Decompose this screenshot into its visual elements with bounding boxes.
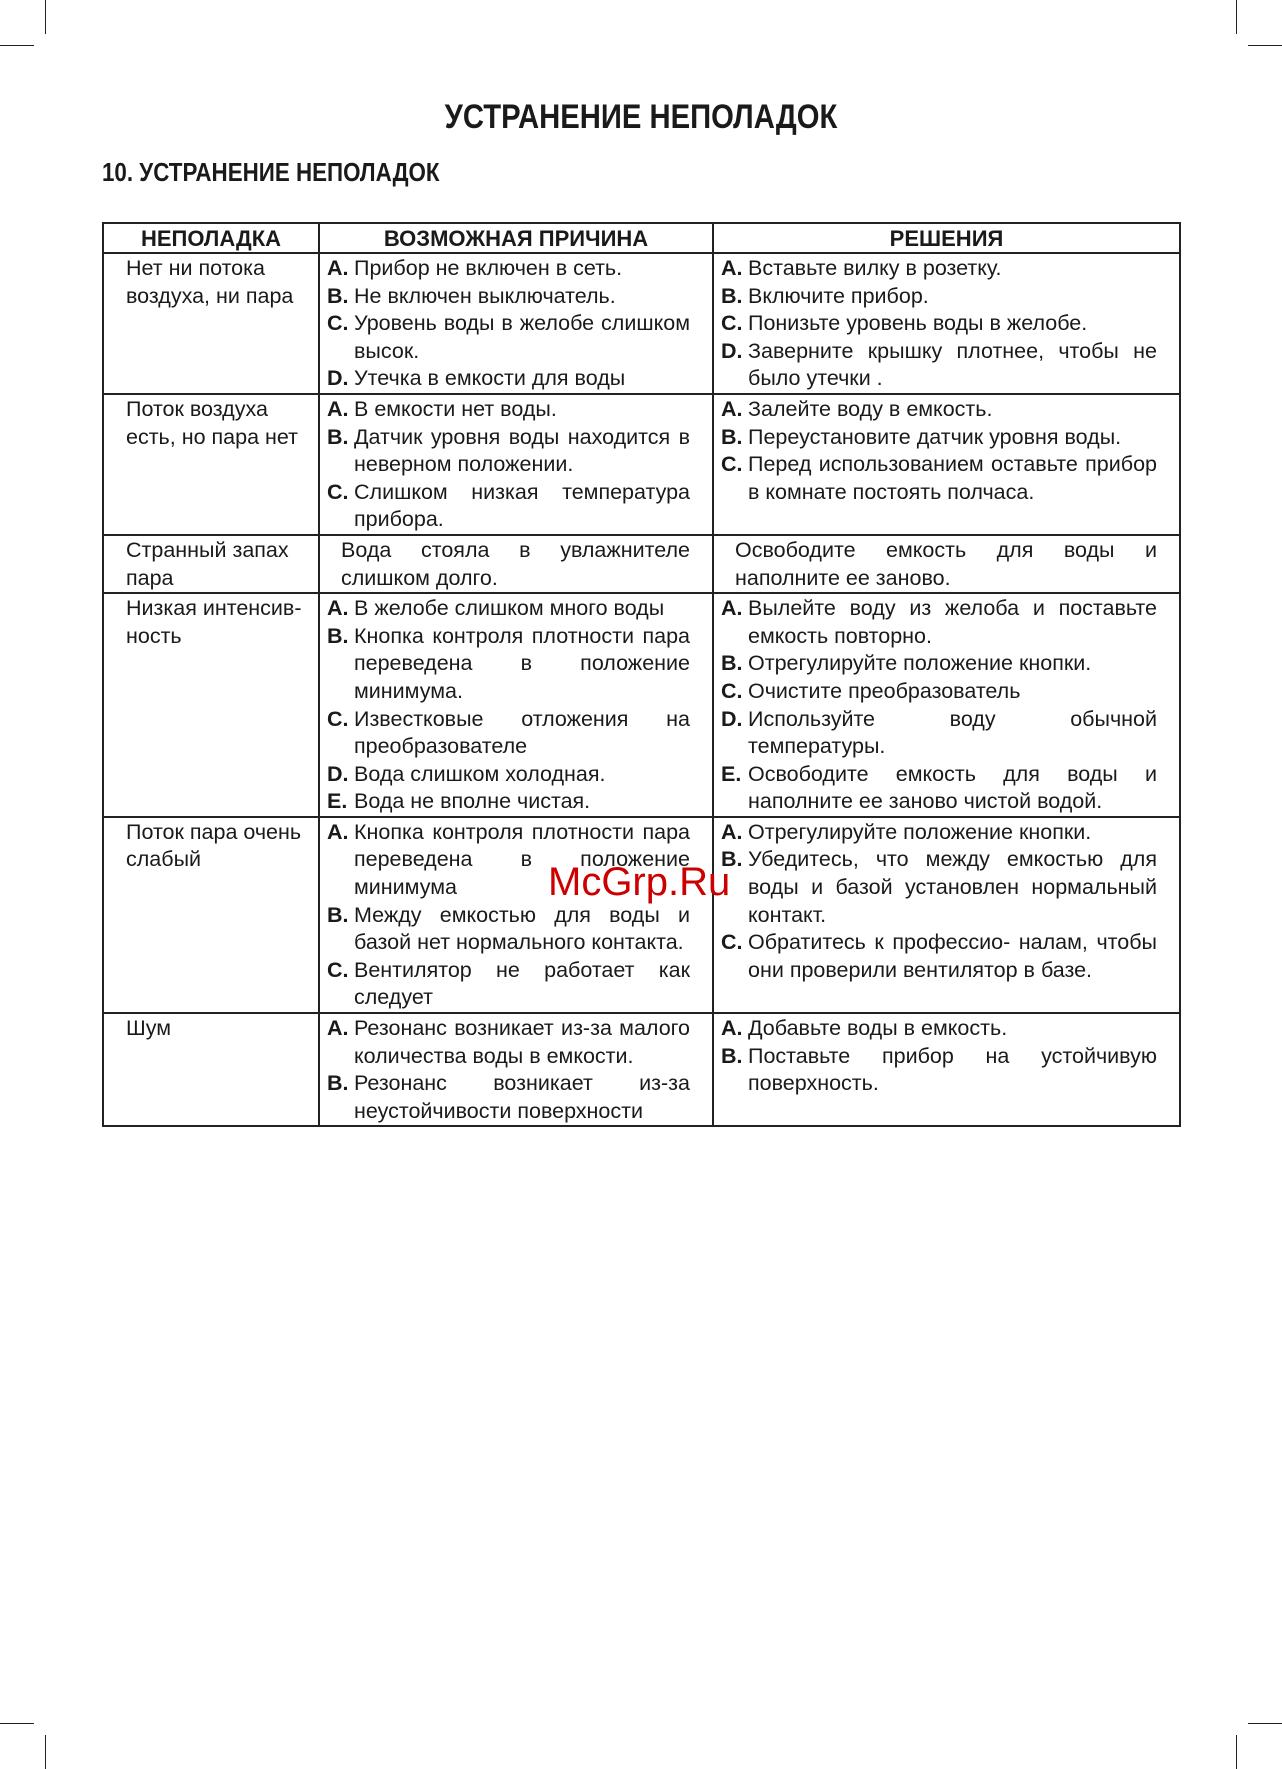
item-text: Очистите преобразователь — [748, 678, 1021, 703]
list-item — [327, 396, 690, 424]
list-item — [721, 678, 1157, 706]
problem-cell: Странный запах пара — [103, 535, 319, 593]
list-item — [327, 706, 690, 761]
item-text: Освободите емкость для воды и наполните ее заново чистой водой. — [748, 761, 1157, 814]
item-label: A. — [327, 256, 349, 280]
list-item — [721, 255, 1157, 283]
crop-mark — [45, 0, 46, 34]
item-text: Датчик уровня воды находится в неверном положении. — [354, 424, 690, 477]
item-text: Резонанс возникает из-за неустойчивости поверхности — [354, 1071, 690, 1123]
item-label: B. — [721, 424, 743, 449]
troubleshooting-table — [102, 222, 1181, 1127]
list-item — [721, 283, 1157, 311]
problem-cell: Поток пара очень слабый — [103, 817, 319, 1013]
list-item — [721, 846, 1157, 929]
watermark: McGrp.Ru — [548, 860, 731, 904]
item-label: E. — [721, 761, 742, 786]
item-text: Слишком низкая температура прибора. — [354, 479, 690, 532]
solution-cell — [713, 593, 1180, 817]
table-header-row — [103, 223, 1180, 253]
solution-cell — [713, 817, 1180, 1013]
table-row — [103, 253, 1180, 394]
list-item — [327, 623, 690, 706]
item-label: C. — [721, 930, 743, 955]
item-label: C. — [721, 311, 743, 336]
cause-cell — [319, 253, 713, 394]
list-item — [327, 1070, 690, 1125]
header-cause: ВОЗМОЖНАЯ ПРИЧИНА — [319, 223, 713, 253]
header-problem: НЕПОЛАДКА — [103, 223, 319, 253]
item-text: Понизьте уровень воды в желобе. — [748, 311, 1088, 336]
section-heading: 10. УСТРАНЕНИЕ НЕПОЛАДОК — [102, 157, 440, 187]
problem-cell: Нет ни потока воздуха, ни пара — [103, 253, 319, 394]
item-text: Переустановите датчик уровня воды. — [748, 424, 1122, 449]
list-item — [721, 451, 1157, 506]
crop-mark — [45, 1735, 46, 1769]
list-item — [327, 788, 690, 816]
item-label: A. — [721, 596, 743, 621]
list-item — [327, 283, 690, 311]
solution-cell — [713, 394, 1180, 535]
crop-mark — [1236, 0, 1237, 34]
item-text: Отрегулируйте положение кнопки. — [748, 819, 1092, 844]
item-label: C. — [721, 452, 743, 477]
item-label: B. — [721, 1043, 743, 1068]
list-item — [721, 929, 1157, 984]
header-solution: РЕШЕНИЯ — [713, 223, 1180, 253]
item-label: A. — [721, 1016, 743, 1041]
item-label: A. — [327, 1016, 349, 1041]
list-item — [721, 706, 1157, 761]
item-label: D. — [721, 706, 743, 731]
table-row — [103, 817, 1180, 1013]
list-item — [327, 957, 690, 1012]
cause-cell — [319, 535, 713, 593]
item-label: C. — [327, 311, 349, 336]
item-text: Не включен выключатель. — [354, 283, 616, 308]
list-item — [327, 479, 690, 534]
list-item — [721, 424, 1157, 452]
item-text: Вылейте воду из желоба и поставьте емкость повторно. — [748, 596, 1157, 648]
list-item — [327, 255, 690, 283]
crop-mark — [1248, 1723, 1282, 1724]
item-text: Известковые отложения на преобразователе — [354, 706, 690, 759]
list-item — [327, 902, 690, 957]
item-text: Залейте воду в емкость. — [748, 396, 993, 421]
list-item — [327, 365, 690, 393]
item-text: В желобе слишком много воды — [354, 596, 665, 621]
list-item — [327, 310, 690, 365]
item-label: A. — [327, 596, 349, 621]
list-item — [721, 396, 1157, 424]
list-item — [721, 1015, 1157, 1043]
item-text: Обратитесь к профессио- налам, чтобы они проверили вентилятор в базе. — [748, 930, 1157, 982]
cause-cell — [319, 394, 713, 535]
list-item — [327, 595, 690, 623]
item-label: B. — [721, 847, 743, 872]
list-item — [721, 819, 1157, 847]
list-item — [721, 1043, 1157, 1098]
item-text: Вода слишком холодная. — [354, 761, 606, 786]
item-text: Включите прибор. — [748, 283, 929, 308]
item-label: B. — [327, 283, 349, 308]
item-text: Поставьте прибор на устойчивую поверхность. — [748, 1043, 1157, 1096]
item-label: E. — [327, 789, 348, 814]
crop-mark — [1236, 1735, 1237, 1769]
list-item — [721, 650, 1157, 678]
item-label: B. — [327, 902, 349, 927]
table-row — [103, 535, 1180, 593]
crop-mark — [0, 1723, 34, 1724]
item-text: Используйте воду обычной температуры. — [748, 706, 1157, 759]
item-label: A. — [721, 819, 743, 844]
item-label: B. — [327, 623, 349, 648]
list-item — [327, 761, 690, 789]
item-text: Вода не вполне чистая. — [354, 789, 591, 814]
crop-mark — [1248, 45, 1282, 46]
item-label: C. — [327, 479, 349, 504]
item-text: Заверните крышку плотнее, чтобы не было утечки . — [748, 338, 1157, 391]
item-label: A. — [327, 819, 349, 844]
item-text: В емкости нет воды. — [354, 396, 557, 421]
item-text: Добавьте воды в емкость. — [748, 1016, 1008, 1041]
item-label: D. — [327, 761, 349, 786]
list-item — [721, 595, 1157, 650]
item-label: B. — [721, 283, 743, 308]
item-text: Перед использованием оставьте прибор в комнате постоять полчаса. — [748, 452, 1157, 504]
item-label: D. — [721, 338, 743, 363]
item-label: D. — [327, 366, 349, 391]
item-text: Вентилятор не работает как следует — [354, 957, 690, 1010]
solution-cell — [713, 253, 1180, 394]
item-label: B. — [327, 424, 349, 449]
cause-cell — [319, 817, 713, 1013]
item-label: A. — [327, 396, 349, 421]
item-text: Кнопка контроля плотности пара переведена в положение минимума — [354, 819, 690, 900]
cause-cell — [319, 1013, 713, 1126]
cause-cell — [319, 593, 713, 817]
list-item — [721, 338, 1157, 393]
problem-cell: Шум — [103, 1013, 319, 1126]
solution-cell — [713, 535, 1180, 593]
problem-cell: Низкая интенсив-ность — [103, 593, 319, 817]
item-text: Между емкостью для воды и базой нет нормального контакта. — [354, 902, 690, 955]
table-row — [103, 1013, 1180, 1126]
item-text: Уровень воды в желобе слишком высок. — [354, 311, 690, 363]
problem-cell: Поток воздуха есть, но пара нет — [103, 394, 319, 535]
table-row — [103, 394, 1180, 535]
page-title: УСТРАНЕНИЕ НЕПОЛАДОК — [444, 98, 838, 136]
crop-mark — [0, 45, 34, 46]
item-text: Прибор не включен в сеть. — [354, 256, 623, 280]
solution-cell — [713, 1013, 1180, 1126]
table-row — [103, 593, 1180, 817]
item-label: C. — [327, 706, 349, 731]
item-label: B. — [327, 1071, 349, 1096]
list-item — [327, 1015, 690, 1070]
item-text: Отрегулируйте положение кнопки. — [748, 651, 1092, 676]
item-label: C. — [721, 678, 743, 703]
list-item — [721, 761, 1157, 816]
list-item — [327, 424, 690, 479]
item-text: Убедитесь, что между емкостью для воды и базой установлен нормальный контакт. — [748, 847, 1157, 927]
cause-text: Вода стояла в увлажнителе слишком долго. — [341, 537, 690, 590]
item-text: Резонанс возникает из-за малого количества воды в емкости. — [354, 1016, 690, 1068]
item-text: Утечка в емкости для воды — [354, 366, 626, 391]
item-label: B. — [721, 651, 743, 676]
list-item — [721, 310, 1157, 338]
item-text: Вставьте вилку в розетку. — [748, 256, 1002, 280]
item-text: Кнопка контроля плотности пара переведена в положение минимума. — [354, 623, 690, 703]
item-label: A. — [721, 396, 743, 421]
item-label: C. — [327, 957, 349, 982]
item-label: A. — [721, 256, 743, 280]
solution-text: Освободите емкость для воды и наполните ее заново. — [735, 537, 1157, 590]
